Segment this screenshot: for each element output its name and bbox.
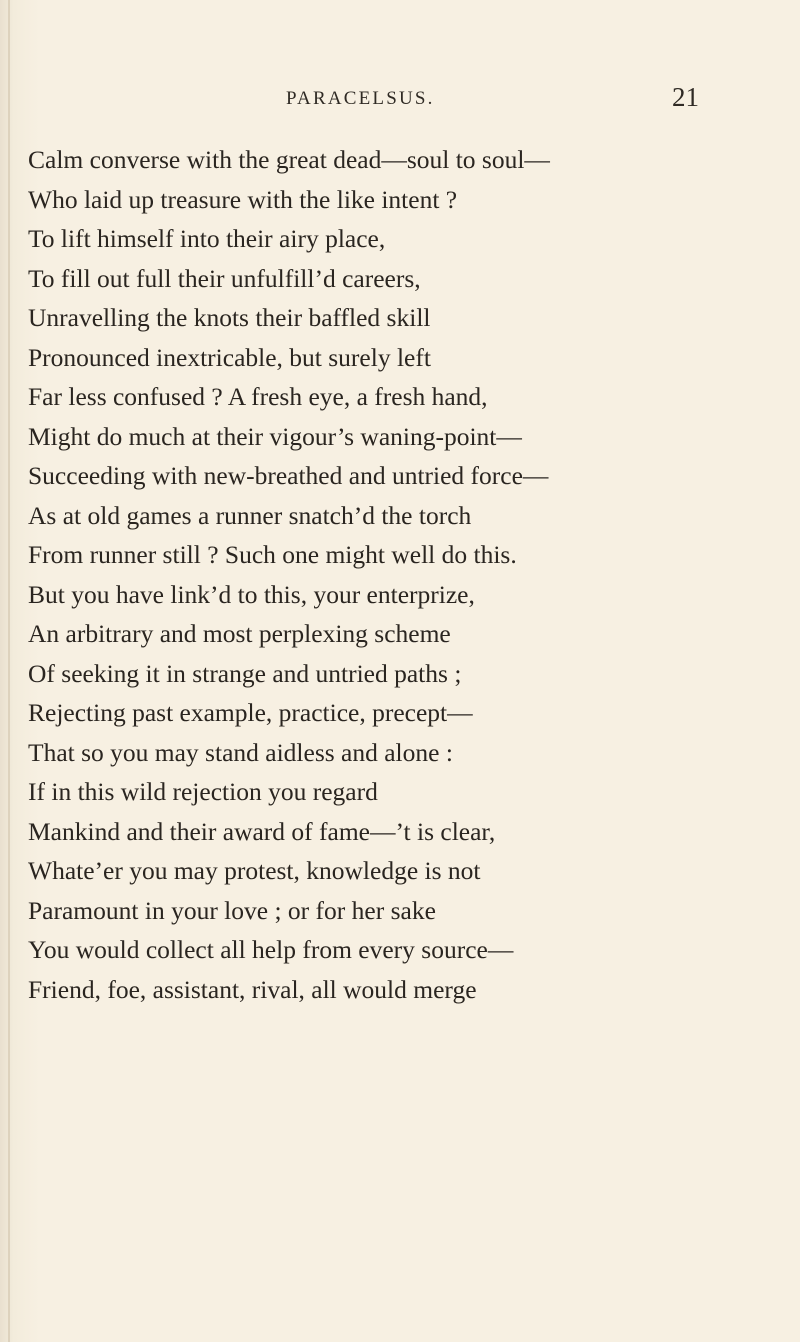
poem-line: Whate’er you may protest, knowledge is not [28,856,481,885]
poem-line: That so you may stand aidless and alone : [28,737,453,767]
poem-line: Succeeding with new-breathed and untried force— [28,461,549,490]
poem-line: Mankind and their award of fame—’t is clear, [28,816,496,846]
poem-line: An arbitrary and most perplexing scheme [28,619,451,648]
poem-line: Of seeking it in strange and untried paths ; [28,658,462,688]
poem-line: Might do much at their vigour’s waning-point— [28,421,522,451]
page-gutter [8,0,10,1342]
poem-text [28,140,768,1009]
poem-line: As at old games a runner snatch’d the torch [28,500,472,530]
poem-line: Pronounced inextricable, but surely left [28,342,431,372]
poem-line: To lift himself into their airy place, [28,224,386,253]
poem-line: If in this wild rejection you regard [28,777,378,806]
poem-line: Who laid up treasure with the like intent ? [28,184,458,214]
page-number: 21 [672,82,699,112]
poem-line: Unravelling the knots their baffled skill [28,303,431,332]
poem-line: Far less confused ? A fresh eye, a fresh hand, [28,382,488,411]
poem-line: Rejecting past example, practice, precept— [28,698,473,727]
poem-line: Paramount in your love ; or for her sake [28,895,436,925]
poem-line: But you have link’d to this, your enterprize, [28,579,475,609]
running-title: PARACELSUS. [286,88,435,109]
poem-line: You would collect all help from every source— [28,935,514,964]
running-head [60,82,710,118]
poem-line: Calm converse with the great dead—soul to soul— [28,145,550,174]
poem-line: From runner still ? Such one might well do this. [28,540,517,569]
poem-line: To fill out full their unfulfill’d careers, [28,263,421,293]
poem-line: Friend, foe, assistant, rival, all would merge [28,974,477,1004]
